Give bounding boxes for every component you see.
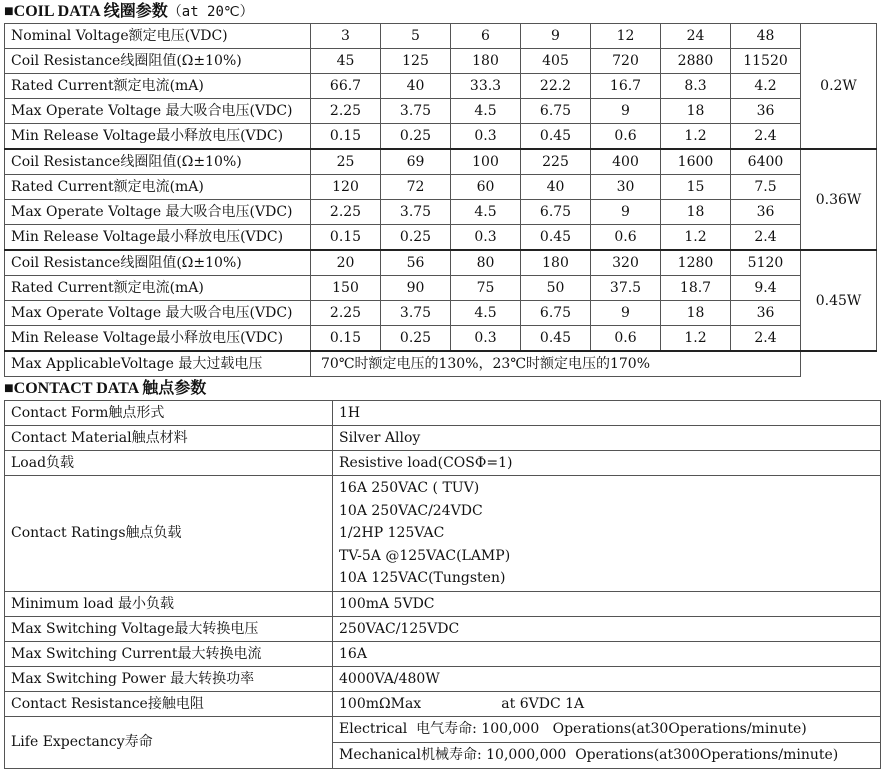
coil-param-value: 3.75 — [381, 200, 451, 225]
coil-param-value: 9 — [591, 99, 661, 124]
contact-title-text: ■CONTACT DATA 触点参数 — [4, 380, 207, 397]
table-row — [5, 716, 881, 768]
contact-material-label: Contact Material触点材料 — [5, 426, 333, 451]
table-row — [5, 451, 881, 476]
min-load-label: Minimum load 最小负载 — [5, 591, 333, 616]
table-row — [5, 666, 881, 691]
coil-title-note: （at 20℃） — [167, 4, 254, 20]
min-load-value: 100mA 5VDC — [333, 591, 881, 616]
contact-resistance-value: 100mΩMax at 6VDC 1A — [333, 691, 881, 716]
nominal-voltage-value: 3 — [311, 24, 381, 49]
coil-param-value: 6400 — [731, 149, 801, 175]
table-row — [5, 124, 877, 150]
coil-param-value: 5120 — [731, 250, 801, 276]
life-expectancy-label: Life Expectancy寿命 — [5, 716, 333, 768]
contact-ratings-cell — [333, 476, 881, 592]
coil-param-value: 75 — [451, 276, 521, 301]
coil-param-value: 180 — [451, 49, 521, 74]
table-row — [5, 149, 877, 175]
coil-param-value: 180 — [521, 250, 591, 276]
coil-param-value: 0.45 — [521, 124, 591, 150]
table-row — [5, 351, 877, 377]
coil-param-value: 0.45 — [521, 225, 591, 251]
rating-line: 1/2HP 125VAC — [339, 525, 445, 541]
coil-param-value: 66.7 — [311, 74, 381, 99]
coil-param-value: 6.75 — [521, 200, 591, 225]
table-row — [5, 175, 877, 200]
coil-param-label: Min Release Voltage最小释放电压(VDC) — [5, 326, 311, 352]
coil-param-value: 2.25 — [311, 301, 381, 326]
coil-param-value: 0.6 — [591, 225, 661, 251]
life-mechanical: Mechanical机械寿命: 10,000,000 Operations(at300Operations/minute) — [333, 742, 880, 768]
coil-param-value: 90 — [381, 276, 451, 301]
coil-param-value: 0.3 — [451, 225, 521, 251]
coil-param-value: 0.15 — [311, 124, 381, 150]
coil-param-value: 33.3 — [451, 74, 521, 99]
nominal-voltage-value: 6 — [451, 24, 521, 49]
coil-param-value: 56 — [381, 250, 451, 276]
max-switching-power-value: 4000VA/480W — [333, 666, 881, 691]
coil-param-label: Rated Current额定电流(mA) — [5, 74, 311, 99]
rating-line: 16A 250VAC ( TUV) — [339, 480, 480, 496]
nominal-voltage-label: Nominal Voltage额定电压(VDC) — [5, 24, 311, 49]
coil-param-value: 15 — [661, 175, 731, 200]
coil-param-value: 125 — [381, 49, 451, 74]
coil-param-value: 405 — [521, 49, 591, 74]
contact-data-title — [0, 377, 883, 400]
max-switching-voltage-label: Max Switching Voltage最大转换电压 — [5, 616, 333, 641]
coil-param-value: 50 — [521, 276, 591, 301]
coil-param-value: 69 — [381, 149, 451, 175]
coil-param-value: 3.75 — [381, 99, 451, 124]
coil-param-label: Min Release Voltage最小释放电压(VDC) — [5, 225, 311, 251]
coil-param-value: 3.75 — [381, 301, 451, 326]
coil-param-label: Coil Resistance线圈阻值(Ω±10%) — [5, 49, 311, 74]
table-row — [5, 250, 877, 276]
coil-param-value: 2.4 — [731, 326, 801, 352]
table-row — [5, 200, 877, 225]
coil-param-value: 11520 — [731, 49, 801, 74]
coil-data-title — [0, 0, 883, 23]
coil-param-value: 36 — [731, 99, 801, 124]
coil-param-label: Rated Current额定电流(mA) — [5, 175, 311, 200]
table-row — [5, 24, 877, 49]
table-row — [5, 301, 877, 326]
coil-param-value: 720 — [591, 49, 661, 74]
table-row — [5, 99, 877, 124]
coil-param-value: 2.4 — [731, 225, 801, 251]
nominal-voltage-value: 9 — [521, 24, 591, 49]
coil-param-value: 8.3 — [661, 74, 731, 99]
contact-data-table — [4, 400, 881, 769]
coil-param-value: 72 — [381, 175, 451, 200]
coil-param-value: 0.45 — [521, 326, 591, 352]
coil-param-value: 36 — [731, 301, 801, 326]
coil-param-value: 0.3 — [451, 124, 521, 150]
coil-param-value: 4.5 — [451, 99, 521, 124]
table-row — [5, 225, 877, 251]
table-row — [5, 326, 877, 352]
coil-param-value: 4.5 — [451, 301, 521, 326]
coil-param-value: 6.75 — [521, 99, 591, 124]
coil-param-value: 120 — [311, 175, 381, 200]
coil-param-value: 18 — [661, 99, 731, 124]
coil-param-value: 0.6 — [591, 326, 661, 352]
coil-param-value: 400 — [591, 149, 661, 175]
coil-param-label: Coil Resistance线圈阻值(Ω±10%) — [5, 250, 311, 276]
coil-param-value: 0.15 — [311, 225, 381, 251]
load-label: Load负载 — [5, 451, 333, 476]
coil-param-value: 150 — [311, 276, 381, 301]
life-electrical: Electrical 电气寿命: 100,000 Operations(at30Operations/minute) — [339, 720, 807, 737]
table-row — [5, 49, 877, 74]
table-row — [5, 591, 881, 616]
coil-param-value: 320 — [591, 250, 661, 276]
coil-param-value: 80 — [451, 250, 521, 276]
coil-param-value: 18 — [661, 200, 731, 225]
coil-param-value: 0.25 — [381, 124, 451, 150]
load-value: Resistive load(COSΦ=1) — [333, 451, 881, 476]
coil-param-value: 16.7 — [591, 74, 661, 99]
nominal-voltage-value: 12 — [591, 24, 661, 49]
coil-param-value: 1600 — [661, 149, 731, 175]
power-rating-cell: 0.2W — [801, 24, 877, 150]
coil-param-value: 0.25 — [381, 225, 451, 251]
nominal-voltage-value: 5 — [381, 24, 451, 49]
contact-material-value: Silver Alloy — [333, 426, 881, 451]
coil-param-value: 0.6 — [591, 124, 661, 150]
coil-title-text: ■COIL DATA 线圈参数 — [4, 3, 168, 20]
coil-param-value: 25 — [311, 149, 381, 175]
contact-resistance-label: Contact Resistance接触电阻 — [5, 691, 333, 716]
coil-param-value: 20 — [311, 250, 381, 276]
table-row — [5, 276, 877, 301]
coil-param-value: 18.7 — [661, 276, 731, 301]
coil-param-value: 30 — [591, 175, 661, 200]
coil-param-value: 36 — [731, 200, 801, 225]
max-switching-power-label: Max Switching Power 最大转换功率 — [5, 666, 333, 691]
coil-param-value: 1.2 — [661, 124, 731, 150]
coil-param-label: Coil Resistance线圈阻值(Ω±10%) — [5, 149, 311, 175]
blank-cell — [801, 351, 877, 377]
coil-param-value: 100 — [451, 149, 521, 175]
coil-param-value: 6.75 — [521, 301, 591, 326]
table-row — [5, 616, 881, 641]
coil-data-table — [4, 23, 877, 377]
max-applicable-voltage-value: 70℃时额定电压的130%，23℃时额定电压的170% — [311, 351, 801, 377]
nominal-voltage-value: 48 — [731, 24, 801, 49]
coil-param-value: 0.15 — [311, 326, 381, 352]
coil-param-value: 0.25 — [381, 326, 451, 352]
coil-param-value: 2.25 — [311, 99, 381, 124]
coil-param-value: 7.5 — [731, 175, 801, 200]
coil-param-value: 4.2 — [731, 74, 801, 99]
contact-form-label: Contact Form触点形式 — [5, 401, 333, 426]
coil-param-value: 1280 — [661, 250, 731, 276]
table-row — [5, 691, 881, 716]
coil-param-value: 0.3 — [451, 326, 521, 352]
coil-param-value: 4.5 — [451, 200, 521, 225]
coil-param-value: 9 — [591, 301, 661, 326]
coil-param-value: 9 — [591, 200, 661, 225]
coil-param-value: 9.4 — [731, 276, 801, 301]
table-row — [5, 641, 881, 666]
coil-param-value: 60 — [451, 175, 521, 200]
life-expectancy-cell — [333, 716, 881, 768]
coil-param-value: 1.2 — [661, 225, 731, 251]
table-row — [5, 476, 881, 592]
contact-form-value: 1H — [333, 401, 881, 426]
coil-param-label: Max Operate Voltage 最大吸合电压(VDC) — [5, 301, 311, 326]
power-rating-cell: 0.45W — [801, 250, 877, 351]
max-switching-voltage-value: 250VAC/125VDC — [333, 616, 881, 641]
coil-param-value: 40 — [381, 74, 451, 99]
coil-param-value: 18 — [661, 301, 731, 326]
coil-param-label: Min Release Voltage最小释放电压(VDC) — [5, 124, 311, 150]
coil-param-value: 2.25 — [311, 200, 381, 225]
coil-param-label: Max Operate Voltage 最大吸合电压(VDC) — [5, 200, 311, 225]
rating-line: 10A 250VAC/24VDC — [339, 502, 483, 519]
power-rating-cell: 0.36W — [801, 149, 877, 250]
coil-param-value: 45 — [311, 49, 381, 74]
coil-param-value: 37.5 — [591, 276, 661, 301]
rating-line: TV-5A @125VAC(LAMP) — [339, 547, 511, 564]
table-row — [5, 401, 881, 426]
coil-param-value: 2880 — [661, 49, 731, 74]
coil-param-value: 2.4 — [731, 124, 801, 150]
rating-line: 10A 125VAC(Tungsten) — [339, 570, 506, 586]
coil-param-value: 22.2 — [521, 74, 591, 99]
table-row — [5, 426, 881, 451]
coil-param-label: Rated Current额定电流(mA) — [5, 276, 311, 301]
coil-param-value: 225 — [521, 149, 591, 175]
coil-param-label: Max Operate Voltage 最大吸合电压(VDC) — [5, 99, 311, 124]
coil-param-value: 40 — [521, 175, 591, 200]
max-switching-current-value: 16A — [333, 641, 881, 666]
table-row — [5, 74, 877, 99]
contact-ratings-label: Contact Ratings触点负载 — [5, 476, 333, 592]
coil-param-value: 1.2 — [661, 326, 731, 352]
max-applicable-voltage-label: Max ApplicableVoltage 最大过载电压 — [5, 351, 311, 377]
nominal-voltage-value: 24 — [661, 24, 731, 49]
max-switching-current-label: Max Switching Current最大转换电流 — [5, 641, 333, 666]
